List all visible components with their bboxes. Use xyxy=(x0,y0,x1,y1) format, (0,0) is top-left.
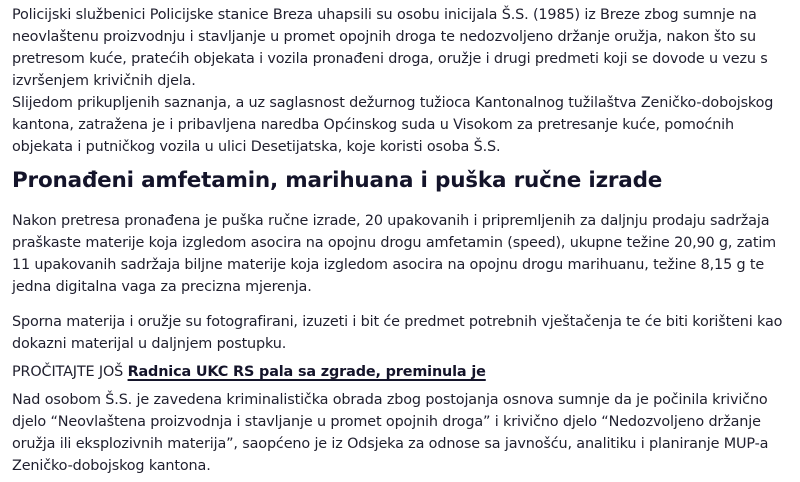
article-paragraph: Nakon pretresa pronađena je puška ručne izrade, 20 upakovanih i pripremljenih za daljnju prodaju sadržaja praškaste materije koja izgledom asocira na opojnu drogu amfetamin (speed), ukupne težine 20,90 g, zatim 11 upakovanih sadržaja biljne materije koja izgledom asocira na opojnu drogu marihuanu, težine 8,15 g te jedna digitalna vaga za precizna mjerenja. xyxy=(12,213,777,295)
article-paragraph: Nad osobom Š.S. je zavedena kriminalistička obrada zbog postojanja osnova sumnje da je počinila krivično djelo “Neovlaštena proizvodnja i stavljanje u promet opojnih droga” i krivično djelo “Nedozvoljeno držanje oružja ili eksplozivnih materija”, saopćeno je iz Odsjeka za odnose sa javnošću, analitiku i planiranje MUP-a Zeničko-dobojskog kantona. xyxy=(12,392,769,474)
read-more-block xyxy=(12,361,786,383)
article-paragraph: Slijedom prikupljenih saznanja, a uz saglasnost dežurnog tužioca Kantonalnog tužilaštva Zeničko-dobojskog kantona, zatražena je i pribavljena naredba Općinskog suda u Visokom za pretresanje kuće, pomoćnih objekata i putničkog vozila u ulici Desetijatska, koje koristi osoba Š.S. xyxy=(12,95,774,155)
article-paragraph: Policijski službenici Policijske stanice Breza uhapsili su osobu inicijala Š.S. (1985) iz Breze zbog sumnje na neovlaštenu proizvodnju i stavljanje u promet opojnih droga te nedozvoljeno držanje oružja, nakon što su pretresom kuće, pratećih objekata i vozila pronađeni droga, oružje i drugi predmeti koji se dovode u vezu s izvršenjem krivičnih djela. xyxy=(12,7,768,89)
section-heading: Pronađeni amfetamin, marihuana i puška ručne izrade xyxy=(12,168,663,193)
read-more-link[interactable]: Radnica UKC RS pala sa zgrade, preminula je xyxy=(127,364,486,380)
article-paragraph: Sporna materija i oružje su fotografirani, izuzeti i bit će predmet potrebnih vještačenja te će biti korišteni kao dokazni materijal u daljnjem postupku. xyxy=(12,314,783,352)
read-more-label: PROČITAJTE JOŠ xyxy=(12,364,124,380)
